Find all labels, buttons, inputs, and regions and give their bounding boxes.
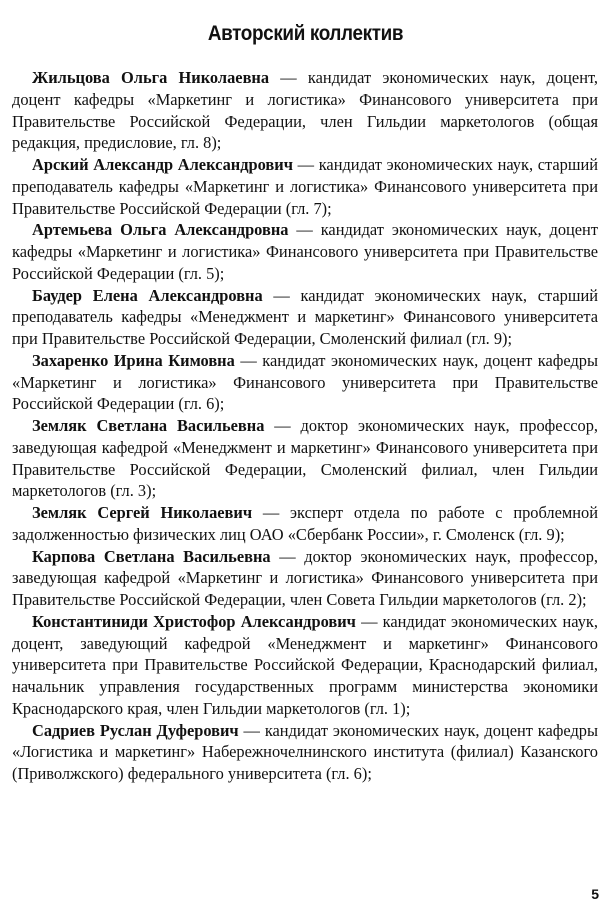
author-entry <box>12 154 598 219</box>
author-description: — кандидат экономических наук, доцент кафедры «Маркетинг и логистика» Финансового университета при Правительстве Российской Федерации (гл. 6); <box>12 350 598 414</box>
author-entry <box>12 350 598 415</box>
author-entry <box>12 219 598 284</box>
author-description: — кандидат экономических наук, доцент, доцент кафедры «Маркетинг и логистика» Финансового университета при Правительстве Российской Федерации, член Гильдии маркетологов (общая редакция, предисловие, гл. 8); <box>12 68 599 153</box>
author-description: — кандидат экономических наук, доцент кафедры «Маркетинг и логистика» Финансового университета при Правительстве Российской Федерации (гл. 5); <box>12 220 598 283</box>
author-entry <box>12 285 598 350</box>
author-description: — доктор экономических наук, профессор, заведующая кафедрой «Маркетинг и логистика» Финансового университета при Правительстве Российской Федерации, член Совета Гильдии маркетологов (гл. 2); <box>12 546 598 609</box>
author-description: — эксперт отдела по работе с проблемной задолженностью физических лиц ОАО «Сбербанк России», г. Смоленск (гл. 9); <box>12 503 598 544</box>
author-entry <box>12 415 598 502</box>
author-name: Захаренко Ирина Кимовна <box>32 350 235 370</box>
page-number: 5 <box>591 886 599 902</box>
author-name: Садриев Руслан Дуферович <box>32 720 239 740</box>
author-list <box>12 67 598 785</box>
author-description: — кандидат экономических наук, старший преподаватель кафедры «Маркетинг и логистика» Финансового университета при Правительстве Российской Федерации (гл. 7); <box>12 155 598 218</box>
author-name: Арский Александр Александрович <box>32 155 293 174</box>
author-description: — кандидат экономических наук, доцент кафедры «Логистика и маркетинг» Набережночелнинского института (филиал) Казанского (Приволжского) федерального университета (гл. 6); <box>12 720 598 783</box>
author-entry <box>12 720 598 785</box>
author-name: Жильцова Ольга Николаевна <box>32 68 270 87</box>
author-name: Артемьева Ольга Александровна <box>32 220 289 240</box>
author-entry <box>12 502 598 546</box>
author-entry <box>12 546 598 611</box>
author-entry <box>12 67 598 154</box>
author-name: Константиниди Христофор Александрович <box>32 611 356 631</box>
page-title: Авторский коллектив <box>207 22 404 46</box>
author-description: — кандидат экономических наук, доцент, заведующий кафедрой «Менеджмент и маркетинг» Финансового университета при Правительстве Российской Федерации, Краснодарский филиал, начальник управления государственных программ министерства экономики Краснодарского края, член Гильдии маркетологов (гл. 1); <box>12 611 598 718</box>
author-name: Земляк Светлана Васильевна <box>32 416 265 435</box>
author-description: — кандидат экономических наук, старший преподаватель кафедры «Менеджмент и маркетинг» Финансового университета при Правительстве Российской Федерации, Смоленский филиал (гл. 9); <box>12 285 598 348</box>
author-name: Земляк Сергей Николаевич <box>32 503 253 522</box>
author-name: Баудер Елена Александровна <box>32 285 263 305</box>
author-description: — доктор экономических наук, профессор, заведующая кафедрой «Менеджмент и маркетинг» Финансового университета при Правительстве Российской Федерации, Смоленский филиал, член Гильдии маркетологов (гл. 3); <box>12 416 599 501</box>
author-name: Карпова Светлана Васильевна <box>32 546 271 566</box>
author-entry <box>12 611 598 720</box>
